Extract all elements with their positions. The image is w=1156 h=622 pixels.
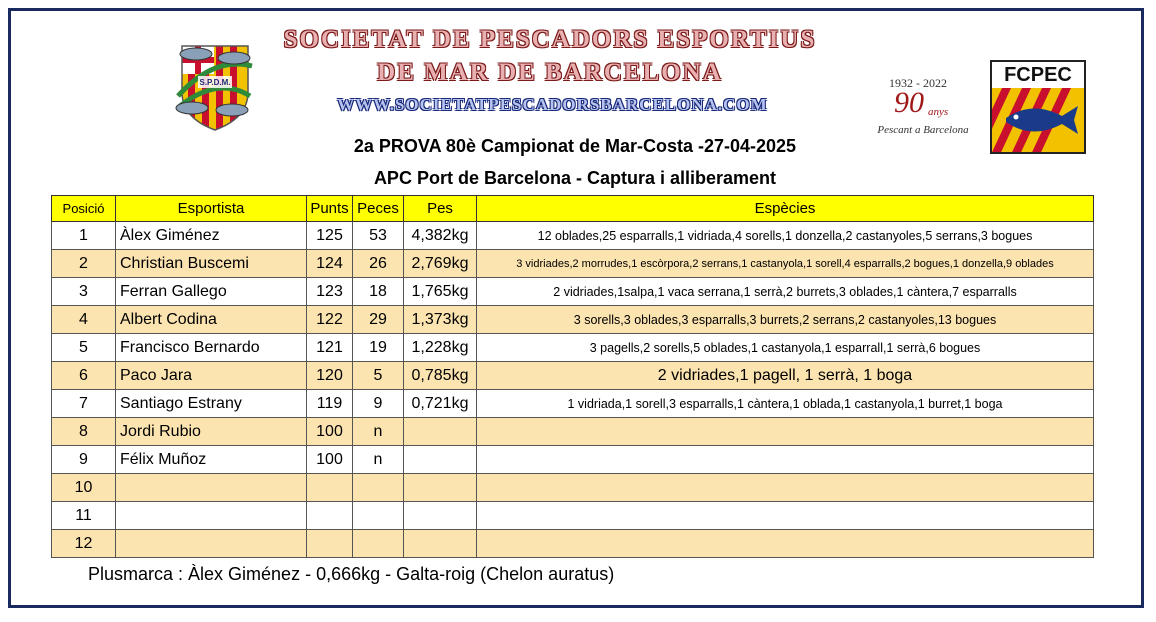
cell-name: [116, 502, 307, 530]
cell-peces: n: [353, 446, 404, 474]
anniversary-tagline: Pescant a Barcelona: [877, 124, 969, 136]
cell-pes: [404, 530, 477, 558]
club-title-line2: DE MAR DE BARCELONA: [377, 59, 723, 86]
header-pes: Pes: [404, 196, 477, 222]
event-subtitle: APC Port de Barcelona - Captura i alliberament: [373, 168, 777, 188]
table-row: [52, 446, 1094, 474]
anniversary-number: 90: [894, 86, 924, 119]
club-title-line1: SOCIETAT DE PESCADORS ESPORTIUS: [283, 26, 817, 53]
cell-position: 1: [52, 222, 116, 250]
header-especies: Espècies: [477, 196, 1094, 222]
cell-position: 8: [52, 418, 116, 446]
cell-name: Santiago Estrany: [116, 390, 307, 418]
cell-position: 7: [52, 390, 116, 418]
cell-name: Àlex Giménez: [116, 222, 307, 250]
table-header-row: [52, 196, 1094, 222]
cell-especies: 3 pagells,2 sorells,5 oblades,1 castanyola,1 esparrall,1 serrà,6 bogues: [477, 334, 1094, 362]
cell-position: 6: [52, 362, 116, 390]
cell-pes: [404, 502, 477, 530]
cell-peces: 26: [353, 250, 404, 278]
badge-text: S.P.D.M.: [199, 78, 231, 87]
cell-pes: 0,785kg: [404, 362, 477, 390]
cell-peces: 29: [353, 306, 404, 334]
cell-name: Paco Jara: [116, 362, 307, 390]
cell-position: 5: [52, 334, 116, 362]
cell-pes: 1,228kg: [404, 334, 477, 362]
cell-pes: 1,373kg: [404, 306, 477, 334]
cell-especies: [477, 418, 1094, 446]
cell-peces: n: [353, 418, 404, 446]
cell-pes: 0,721kg: [404, 390, 477, 418]
cell-especies: [477, 474, 1094, 502]
cell-punts: [307, 474, 353, 502]
cell-punts: [307, 530, 353, 558]
cell-especies: 2 vidriades,1 pagell, 1 serrà, 1 boga: [477, 362, 1094, 390]
cell-peces: [353, 530, 404, 558]
cell-especies: 3 vidriades,2 morrudes,1 escòrpora,2 serrans,1 castanyola,1 sorell,4 esparralls,2 bogues,1 donzella,9 oblades: [477, 250, 1094, 278]
table-row: [52, 530, 1094, 558]
table-row: [52, 278, 1094, 306]
fcpec-logo-text: FCPEC: [1004, 64, 1072, 86]
club-website: WWW.SOCIETATPESCADORSBARCELONA.COM: [337, 95, 768, 114]
table-row: [52, 250, 1094, 278]
cell-pes: [404, 474, 477, 502]
cell-position: 4: [52, 306, 116, 334]
cell-punts: 122: [307, 306, 353, 334]
table-row: [52, 502, 1094, 530]
cell-peces: 18: [353, 278, 404, 306]
cell-peces: [353, 502, 404, 530]
cell-name: Jordi Rubio: [116, 418, 307, 446]
table-row: [52, 334, 1094, 362]
cell-pes: 1,765kg: [404, 278, 477, 306]
table-row: [52, 222, 1094, 250]
header-punts: Punts: [307, 196, 353, 222]
cell-especies: 3 sorells,3 oblades,3 esparralls,3 burrets,2 serrans,2 castanyoles,13 bogues: [477, 306, 1094, 334]
cell-punts: 124: [307, 250, 353, 278]
header-peces: Peces: [353, 196, 404, 222]
cell-position: 2: [52, 250, 116, 278]
cell-name: Francisco Bernardo: [116, 334, 307, 362]
cell-peces: 9: [353, 390, 404, 418]
header-esportista: Esportista: [116, 196, 307, 222]
table-row: [52, 418, 1094, 446]
cell-name: Christian Buscemi: [116, 250, 307, 278]
cell-position: 3: [52, 278, 116, 306]
anniversary-anys: anys: [928, 106, 949, 118]
cell-name: [116, 474, 307, 502]
cell-pes: [404, 418, 477, 446]
cell-punts: 125: [307, 222, 353, 250]
cell-punts: 123: [307, 278, 353, 306]
cell-especies: [477, 502, 1094, 530]
cell-especies: 1 vidriada,1 sorell,3 esparralls,1 càntera,1 oblada,1 castanyola,1 burret,1 boga: [477, 390, 1094, 418]
cell-especies: [477, 530, 1094, 558]
cell-peces: 53: [353, 222, 404, 250]
cell-especies: 12 oblades,25 esparralls,1 vidriada,4 sorells,1 donzella,2 castanyoles,5 serrans,3 bogues: [477, 222, 1094, 250]
table-row: [52, 390, 1094, 418]
club-badge-logo: [174, 36, 256, 132]
cell-punts: [307, 502, 353, 530]
cell-name: [116, 530, 307, 558]
cell-name: Ferran Gallego: [116, 278, 307, 306]
cell-especies: [477, 446, 1094, 474]
cell-punts: 121: [307, 334, 353, 362]
header-posicio: Posició: [52, 196, 116, 222]
record-footer: Plusmarca : Àlex Giménez - 0,666kg - Galta-roig (Chelon auratus): [88, 564, 615, 584]
cell-position: 10: [52, 474, 116, 502]
cell-pes: [404, 446, 477, 474]
cell-peces: 5: [353, 362, 404, 390]
cell-pes: 2,769kg: [404, 250, 477, 278]
cell-pes: 4,382kg: [404, 222, 477, 250]
cell-punts: 100: [307, 446, 353, 474]
cell-position: 12: [52, 530, 116, 558]
table-row: [52, 306, 1094, 334]
fcpec-logo: [990, 60, 1086, 154]
cell-peces: 19: [353, 334, 404, 362]
results-table: [51, 195, 1094, 558]
fcpec-fish-icon: [992, 88, 1084, 152]
table-row: [52, 474, 1094, 502]
cell-position: 9: [52, 446, 116, 474]
event-title: 2a PROVA 80è Campionat de Mar-Costa -27-04-2025: [353, 136, 797, 156]
anniversary-years: 1932 - 2022: [889, 76, 947, 90]
anniversary-logo: [868, 74, 978, 144]
cell-name: Félix Muñoz: [116, 446, 307, 474]
table-row: [52, 362, 1094, 390]
cell-position: 11: [52, 502, 116, 530]
cell-punts: 119: [307, 390, 353, 418]
cell-punts: 100: [307, 418, 353, 446]
cell-name: Albert Codina: [116, 306, 307, 334]
cell-punts: 120: [307, 362, 353, 390]
cell-especies: 2 vidriades,1salpa,1 vaca serrana,1 serrà,2 burrets,3 oblades,1 càntera,7 esparralls: [477, 278, 1094, 306]
cell-peces: [353, 474, 404, 502]
